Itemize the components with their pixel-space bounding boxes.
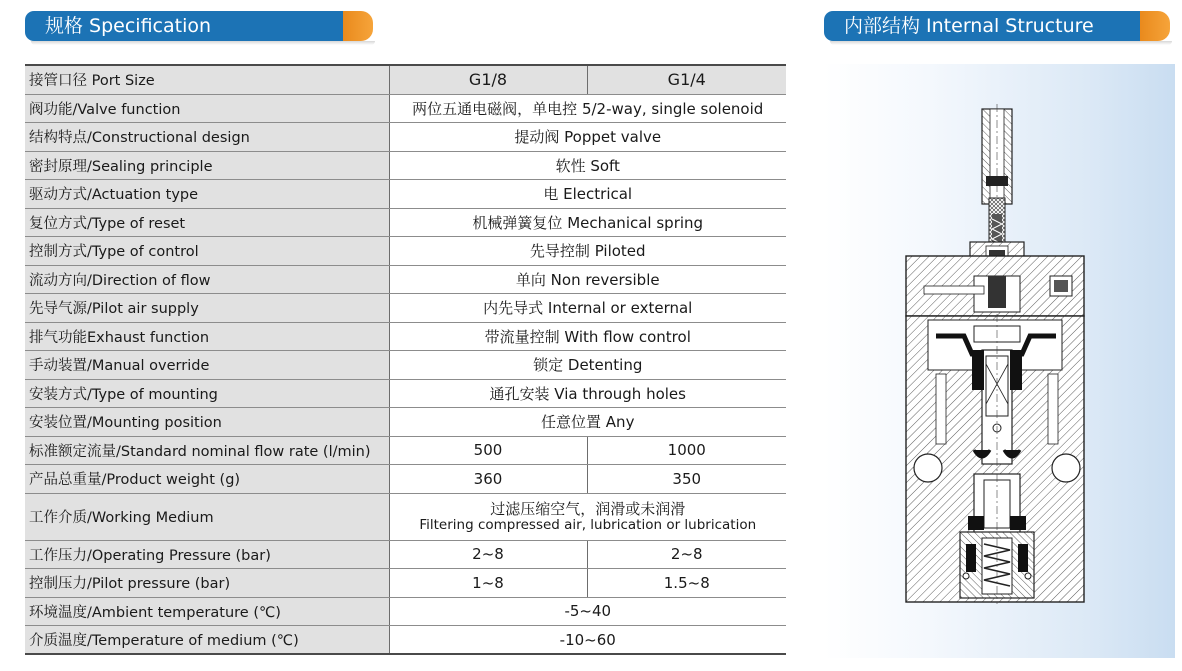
row-label: 密封原理/Sealing principle [25, 151, 389, 180]
row-label: 工作介质/Working Medium [25, 493, 389, 540]
row-label: 结构特点/Constructional design [25, 123, 389, 152]
row-value-g18: 2~8 [389, 540, 587, 569]
row-value: 机械弹簧复位 Mechanical spring [389, 208, 786, 237]
specification-header [25, 11, 371, 41]
table-row [25, 322, 786, 351]
table-row [25, 436, 786, 465]
table-row [25, 540, 786, 569]
row-value: 单向 Non reversible [389, 265, 786, 294]
row-label: 阀功能/Valve function [25, 94, 389, 123]
table-row [25, 351, 786, 380]
row-value: 先导控制 Piloted [389, 237, 786, 266]
pilot-head [906, 256, 1084, 316]
valve-body [906, 314, 1084, 604]
row-label: 工作压力/Operating Pressure (bar) [25, 540, 389, 569]
row-value: 锁定 Detenting [389, 351, 786, 380]
row-label: 控制方式/Type of control [25, 237, 389, 266]
table-row [25, 151, 786, 180]
row-label: 复位方式/Type of reset [25, 208, 389, 237]
table-row [25, 265, 786, 294]
row-value: 通孔安装 Via through holes [389, 379, 786, 408]
row-value: 电 Electrical [389, 180, 786, 209]
row-label: 控制压力/Pilot pressure (bar) [25, 569, 389, 598]
row-value: 软性 Soft [389, 151, 786, 180]
table-row [25, 123, 786, 152]
working-medium-en: Filtering compressed air, lubrication or lubrication [419, 516, 757, 533]
port-size-g18: G1/8 [389, 65, 587, 94]
row-value-g14: 1000 [587, 436, 786, 465]
internal-structure-header [824, 11, 1168, 41]
valve-cross-section-drawing [824, 64, 1175, 658]
table-row [25, 94, 786, 123]
row-value: 带流量控制 With flow control [389, 322, 786, 351]
specification-table [25, 64, 786, 655]
row-label: 手动装置/Manual override [25, 351, 389, 380]
header-shadow [31, 41, 375, 45]
header-accent [343, 11, 373, 41]
table-row [25, 626, 786, 655]
table-row-port-size [25, 65, 786, 94]
row-label: 安装方式/Type of mounting [25, 379, 389, 408]
table-row [25, 180, 786, 209]
row-label: 先导气源/Pilot air supply [25, 294, 389, 323]
port-size-g14: G1/4 [587, 65, 786, 94]
table-row [25, 465, 786, 494]
row-value: 内先导式 Internal or external [389, 294, 786, 323]
specification-title: 规格 Specification [25, 11, 343, 41]
row-label: 驱动方式/Actuation type [25, 180, 389, 209]
table-row [25, 408, 786, 437]
row-value: 任意位置 Any [389, 408, 786, 437]
row-label: 产品总重量/Product weight (g) [25, 465, 389, 494]
table-row [25, 237, 786, 266]
row-label: 介质温度/Temperature of medium (℃) [25, 626, 389, 655]
row-label: 接管口径 Port Size [25, 65, 389, 94]
table-row [25, 493, 786, 540]
table-row [25, 569, 786, 598]
row-value: 两位五通电磁阀，单电控 5/2-way, single solenoid [389, 94, 786, 123]
row-value-g18: 360 [389, 465, 587, 494]
table-row [25, 294, 786, 323]
row-label: 排气功能Exhaust function [25, 322, 389, 351]
row-value-g18: 500 [389, 436, 587, 465]
table-row [25, 597, 786, 626]
row-value [389, 493, 786, 540]
row-value: 提动阀 Poppet valve [389, 123, 786, 152]
row-value: -10~60 [389, 626, 786, 655]
row-value-g14: 2~8 [587, 540, 786, 569]
row-value-g14: 1.5~8 [587, 569, 786, 598]
row-value-g14: 350 [587, 465, 786, 494]
internal-structure-panel [824, 64, 1175, 658]
table-row [25, 379, 786, 408]
row-label: 流动方向/Direction of flow [25, 265, 389, 294]
internal-structure-title: 内部结构 Internal Structure [824, 11, 1140, 41]
header-shadow [830, 41, 1172, 45]
header-accent [1140, 11, 1170, 41]
table-row [25, 208, 786, 237]
working-medium-cn: 过滤压缩空气，润滑或未润滑 [490, 499, 686, 518]
row-value: -5~40 [389, 597, 786, 626]
row-label: 安装位置/Mounting position [25, 408, 389, 437]
row-label: 标准额定流量/Standard nominal flow rate (l/min) [25, 436, 389, 465]
row-label: 环境温度/Ambient temperature (℃) [25, 597, 389, 626]
row-value-g18: 1~8 [389, 569, 587, 598]
